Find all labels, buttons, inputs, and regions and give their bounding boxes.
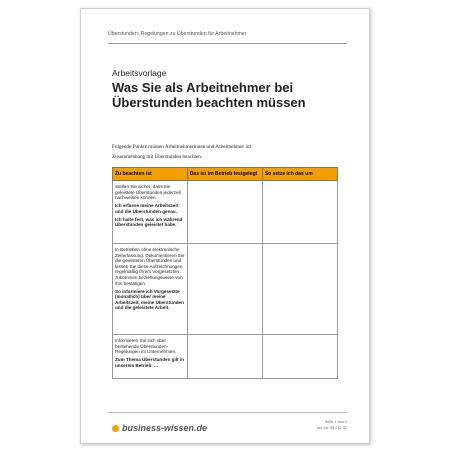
table-cell-instruction: [113, 335, 188, 379]
table-row: [113, 244, 338, 335]
table-row: [113, 335, 338, 379]
header-divider: [108, 43, 347, 44]
cell-paragraph-bold: Zum Thema Überstunden gilt in unserem Betrieb: ...: [115, 357, 184, 368]
logo-dot-icon: [112, 425, 119, 432]
cell-paragraph-bold: Ich halte fest, was ich während Überstunden geleistet habe.: [115, 216, 183, 228]
header-cell-implementation: So setze ich das um: [262, 168, 337, 181]
cell-paragraph: Stellen Sie sicher, dass Sie geleistete Überstunden jederzeit nachweisen können.: [115, 184, 181, 201]
intro-line-2: Zusammenhang mit Überstunden beachten:: [112, 154, 203, 160]
logo-text: business-wissen.de: [122, 423, 208, 433]
document-type-label: Arbeitsvorlage: [112, 68, 167, 78]
table-cell-empty[interactable]: [187, 181, 262, 244]
cell-paragraph-bold: So informiere ich Vorgesetzte (monatlich) über meine Arbeitszeit, meine Überstunden und die geleistete Arbeit.: [115, 288, 184, 311]
table-cell-empty[interactable]: [262, 335, 337, 379]
checklist-table: [112, 167, 338, 379]
cell-paragraph: Informieren Sie sich über bestehende Überstunden-Regelungen im Unternehmen.: [115, 338, 177, 355]
header-cell-to-note: Zu beachten ist: [113, 168, 188, 181]
table-cell-empty[interactable]: [187, 335, 262, 379]
table-cell-empty[interactable]: [262, 181, 337, 244]
intro-text: [112, 142, 312, 162]
cell-paragraph-bold: Ich erfasse meine Arbeitszeit und die Überstunden genau.: [115, 203, 179, 214]
page-number: Seite 1 von 2: [324, 420, 347, 424]
table-cell-empty[interactable]: [262, 244, 337, 335]
running-header: Überstunden: Regelungen zu Überstunden für Arbeitnehmer: [108, 31, 247, 37]
table-cell-instruction: [113, 181, 188, 244]
document-page: [80, 8, 370, 444]
table-cell-empty[interactable]: [187, 244, 262, 335]
table-cell-instruction: [113, 244, 188, 335]
table-header-row: [113, 168, 338, 181]
page-info: [317, 419, 347, 431]
article-number: Art.-Nr. 99.242.02: [317, 426, 347, 430]
document-title: Was Sie als Arbeitnehmer bei Überstunden beachten müssen: [112, 80, 306, 110]
header-cell-company-rule: Das ist im Betrieb festgelegt: [187, 168, 262, 181]
brand-logo[interactable]: [112, 423, 207, 433]
table-row: [113, 181, 338, 244]
cell-paragraph: In Betrieben ohne elektronische Zeiterfassung: Dokumentieren Sie die geleisteten Überstunden und lassen Sie diese Aufzeichnungen regelmäßig Ihrem Vorgesetzten zukommen beziehungsweise von ihm bestätigen.: [115, 247, 185, 286]
intro-line-1: Folgende Punkte müssen Arbeitnehmerinnen und Arbeitnehmer im: [112, 144, 251, 150]
footer-divider: [108, 412, 347, 413]
